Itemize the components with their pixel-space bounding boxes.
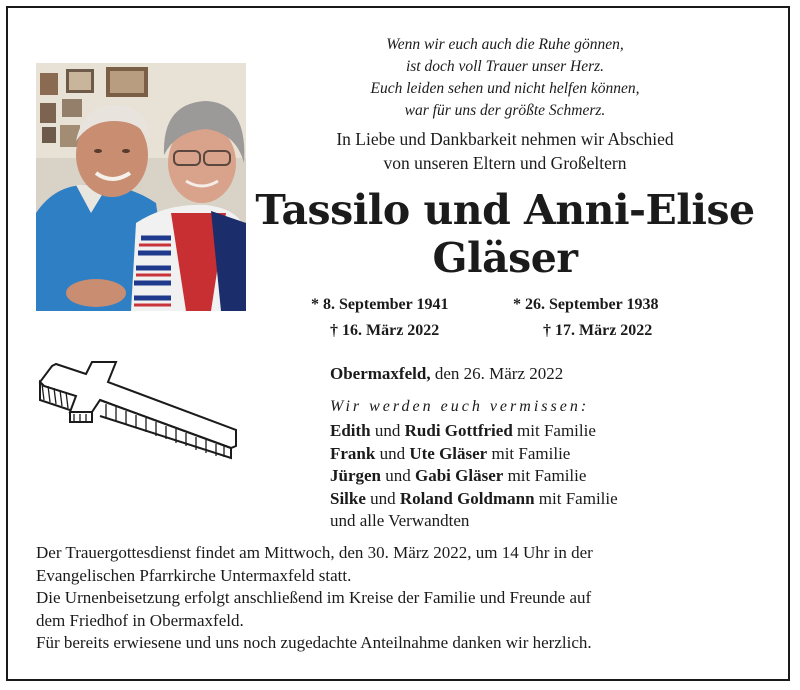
place-name: Obermaxfeld, xyxy=(330,364,431,383)
notice-date: den 26. März 2022 xyxy=(430,364,564,383)
mourners-list xyxy=(330,420,618,533)
couple-photo-illustration xyxy=(36,63,246,311)
anni-birth-date: * 26. September 1938 xyxy=(513,296,659,313)
funeral-service-notice xyxy=(36,542,766,655)
notice-line: Evangelischen Pfarrkirche Untermaxfeld statt. xyxy=(36,565,352,585)
tassilo-death-date: † 16. März 2022 xyxy=(330,322,440,339)
place-and-date xyxy=(330,364,563,384)
names-line-2: Gläser xyxy=(432,234,578,282)
list-item: Jürgen und Gabi Gläser mit Familie xyxy=(330,466,587,485)
notice-line: Für bereits erwiesene und uns noch zugedachte Anteilnahme danken wir herzlich. xyxy=(36,633,592,652)
obituary-notice xyxy=(6,6,790,681)
anni-death-date: † 17. März 2022 xyxy=(543,322,653,339)
list-item: und alle Verwandten xyxy=(330,511,470,530)
poem-line: ist doch voll Trauer unser Herz. xyxy=(405,58,605,75)
poem-line: war für uns der größte Schmerz. xyxy=(404,102,606,119)
poem xyxy=(266,34,744,122)
deceased-names xyxy=(238,186,772,282)
intro-line: In Liebe und Dankbarkeit nehmen wir Abschied xyxy=(336,129,674,149)
names-line-1: Tassilo und Anni-Elise xyxy=(255,186,755,234)
couple-photo xyxy=(36,63,246,311)
intro-line: von unseren Eltern und Großeltern xyxy=(383,153,627,173)
tassilo-birth-date: * 8. September 1941 xyxy=(311,296,449,313)
list-item: Frank und Ute Gläser mit Familie xyxy=(330,443,571,463)
list-item: Edith und Rudi Gottfried mit Familie xyxy=(330,421,596,440)
poem-line: Euch leiden sehen und nicht helfen können, xyxy=(370,80,640,97)
farewell-intro xyxy=(266,127,744,175)
notice-line: Der Trauergottesdienst findet am Mittwoch, den 30. März 2022, um 14 Uhr in der xyxy=(36,543,593,562)
poem-line: Wenn wir euch auch die Ruhe gönnen, xyxy=(386,36,624,53)
notice-line: Die Urnenbeisetzung erfolgt anschließend im Kreise der Familie und Freunde auf xyxy=(36,588,592,607)
we-will-miss-you: Wir werden euch vermissen: xyxy=(330,398,590,415)
list-item: Silke und Roland Goldmann mit Familie xyxy=(330,488,618,508)
notice-line: dem Friedhof in Obermaxfeld. xyxy=(36,610,244,630)
christian-cross-icon xyxy=(36,360,246,460)
